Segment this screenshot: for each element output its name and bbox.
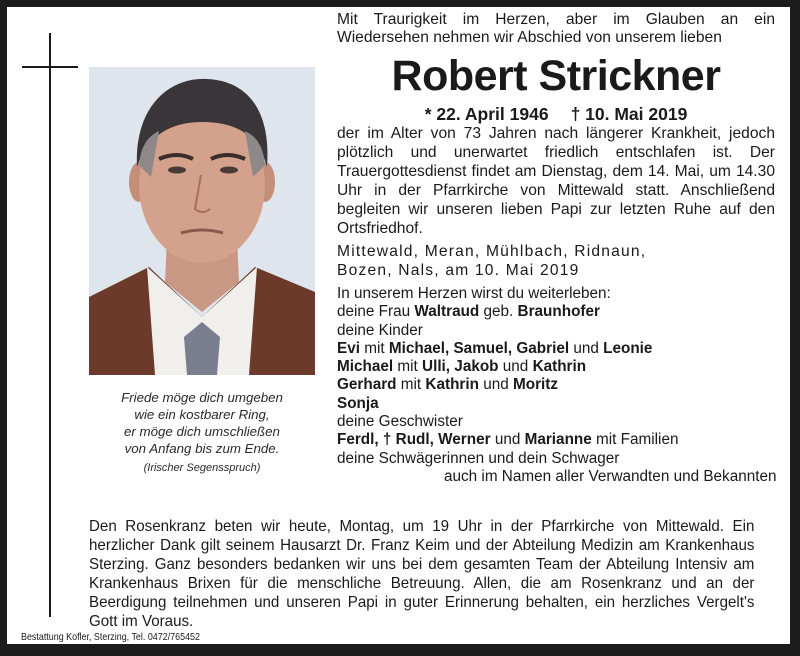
birth-date: * 22. April 1946: [424, 104, 549, 124]
survivor-name: Braunhofer: [517, 303, 600, 321]
funeral-home-credit: Bestattung Kofler, Sterzing, Tel. 0472/765452: [21, 631, 200, 643]
survivor-relation: und: [478, 376, 513, 394]
main-text-column: [337, 11, 775, 486]
cross-icon: [49, 33, 51, 617]
survivor-name: Ulli, Jakob: [422, 358, 499, 376]
survivor-relation: deine Geschwister: [337, 413, 463, 431]
funeral-details: der im Alter von 73 Jahren nach längerer Krankheit, jedoch plötzlich und unerwartet friedlich entschlafen ist. Der Trauergottesdienst findet am Dienstag, dem 14. Mai, um 14.30 Uhr in der Pfarrkirche von Mittewald statt. Anschließend begleiten wir unseren lieben Papi zur letzten Ruhe auf den Ortsfriedhof.: [337, 125, 775, 237]
survivors-heading: In unserem Herzen wirst du weiterleben:: [337, 285, 611, 302]
survivor-relation: geb.: [479, 303, 518, 321]
survivor-relation: und: [569, 339, 604, 357]
deceased-name: Robert Strickner: [391, 52, 721, 100]
rosary-and-thanks: Den Rosenkranz beten wir heute, Montag, um 19 Uhr in der Pfarrkirche von Mittewald. Ein herzlicher Dank gilt seinem Hausarzt Dr. Franz Keim und der Abteilung Medizin am Krankenhaus Sterzing. Ganz besonders bedanken wir uns bei dem gesamten Team der Abteilung Intensiv am Krankenhaus Brixen für die menschliche Betreuung. Allen, die am Rosenkranz und an der Beerdigung teilnehmen und unseren Papi in guter Erinnerung behalten, ein herzliches Vergelt's Gott im Voraus.: [89, 518, 755, 630]
quote-source: (Irischer Segensspruch): [143, 462, 261, 474]
survivor-name: Sonja: [337, 394, 379, 412]
blessing-quote: [89, 389, 315, 475]
survivor-name: Leonie: [603, 339, 653, 357]
survivor-row: [337, 431, 775, 449]
survivors-list: [337, 285, 775, 486]
survivor-relation: deine Frau: [337, 303, 415, 321]
survivor-relation: mit: [396, 376, 426, 394]
quote-line: wie ein kostbarer Ring,: [134, 407, 270, 422]
survivor-row: [337, 303, 775, 321]
survivor-name: Ferdl, † Rudl, Werner: [337, 431, 491, 449]
survivor-row: [337, 376, 775, 394]
portrait-photo: [89, 67, 315, 375]
survivor-relation: mit Familien: [591, 431, 679, 449]
survivor-row: [337, 322, 775, 340]
survivor-relation: mit: [359, 339, 389, 357]
quote-line: er möge dich umschließen: [124, 424, 280, 439]
survivor-row: [337, 395, 775, 413]
survivor-relation: und: [498, 358, 533, 376]
obituary-notice: [7, 7, 790, 644]
survivor-relation: mit: [393, 358, 423, 376]
survivor-name: Gerhard: [337, 376, 397, 394]
places-line-1: Mittewald, Meran, Mühlbach, Ridnaun,: [337, 243, 647, 260]
survivor-name: Michael, Samuel, Gabriel: [388, 339, 570, 357]
survivor-row: [337, 358, 775, 376]
survivor-name: Waltraud: [414, 303, 480, 321]
survivor-relation: deine Schwägerinnen und dein Schwager: [337, 449, 620, 467]
survivor-name: Michael: [337, 358, 394, 376]
cross-icon-bar: [22, 66, 78, 68]
survivor-name: Evi: [337, 339, 360, 357]
quote-line: von Anfang bis zum Ende.: [124, 441, 280, 456]
survivor-rows: [337, 303, 775, 468]
survivor-name: Kathrin: [425, 376, 479, 394]
life-dates: [337, 104, 775, 124]
survivors-closing: auch im Namen aller Verwandten und Bekannten: [444, 467, 777, 485]
survivor-name: Kathrin: [532, 358, 587, 376]
places-and-date: [337, 242, 775, 280]
survivor-row: [337, 450, 775, 468]
survivor-relation: und: [490, 431, 525, 449]
survivor-name: Moritz: [513, 376, 559, 394]
death-date: † 10. Mai 2019: [570, 104, 688, 124]
survivor-relation: deine Kinder: [337, 321, 423, 339]
portrait-illustration: [89, 67, 315, 375]
places-line-2: Bozen, Nals, am 10. Mai 2019: [337, 262, 580, 279]
survivor-row: [337, 340, 775, 358]
intro-text: Mit Traurigkeit im Herzen, aber im Glauben an ein Wiedersehen nehmen wir Abschied von unserem lieben: [337, 11, 775, 46]
quote-line: Friede möge dich umgeben: [121, 390, 283, 405]
survivor-row: [337, 413, 775, 431]
survivor-name: Marianne: [524, 431, 592, 449]
